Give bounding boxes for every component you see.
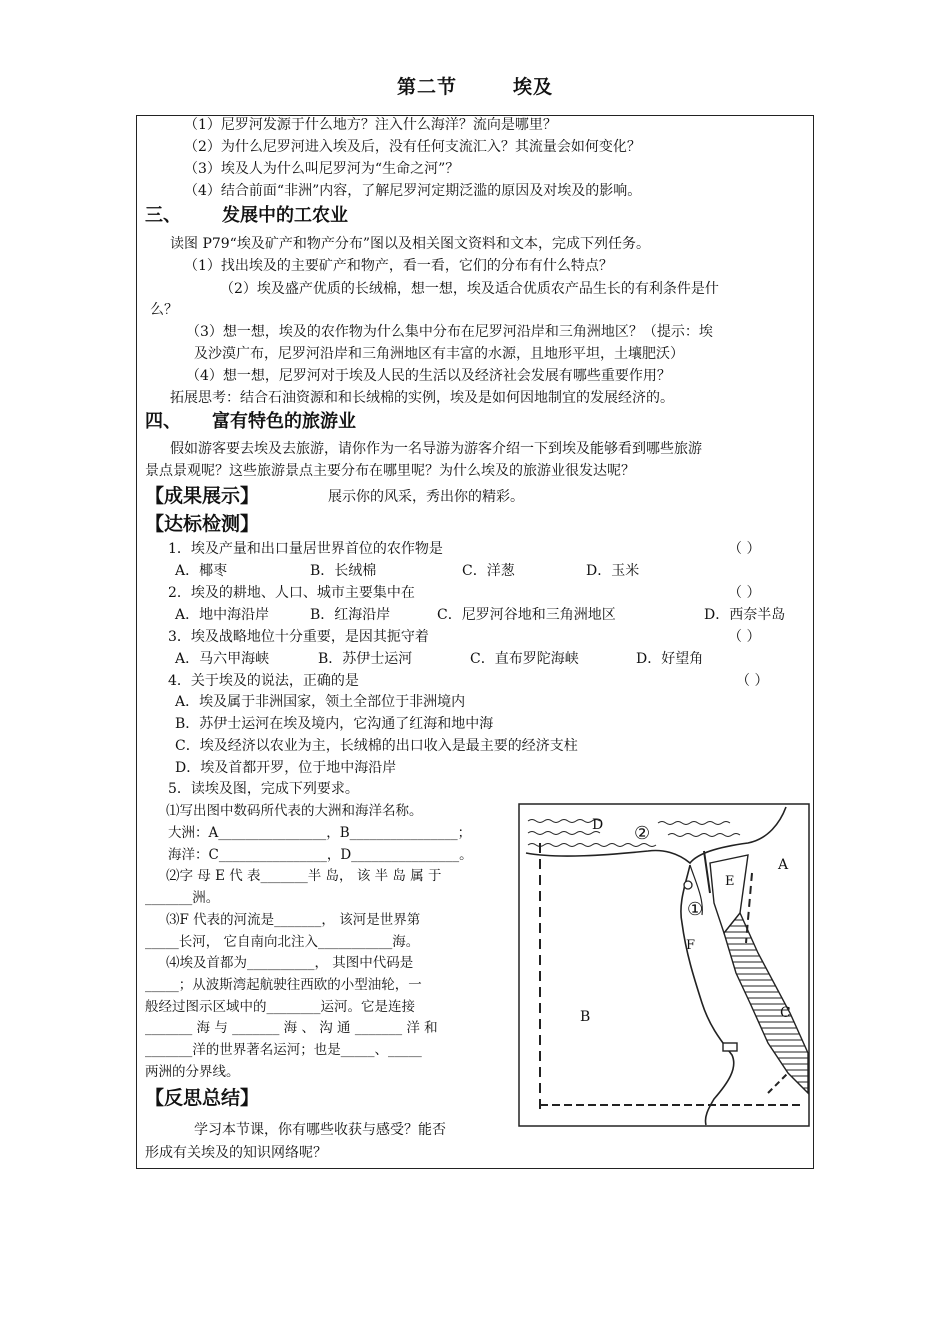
section3-q3-line1: （3）想一想，埃及的农作物为什么集中分布在尼罗河沿岸和三角洲地区？（提示：埃	[186, 324, 713, 340]
test-q2-option-a: A．地中海沿岸	[175, 607, 270, 623]
map-label-d: D	[592, 817, 604, 833]
map-label-e: E	[725, 874, 735, 889]
section3-heading: 发展中的工农业	[222, 205, 348, 226]
test-q3-option-d: D．好望角	[636, 651, 704, 667]
nile-question-4: （4）结合前面“非洲”内容，了解尼罗河定期泛滥的原因及对埃及的影响。	[184, 183, 642, 199]
results-text: 展示你的风采，秀出你的精彩。	[328, 489, 524, 505]
test-q2-option-d: D．西奈半岛	[704, 607, 786, 623]
test-q5-part4-line6: 两洲的分界线。	[145, 1064, 240, 1080]
section3-q1: （1）找出埃及的主要矿产和物产，看一看，它们的分布有什么特点？	[184, 258, 613, 274]
test-q3-option-c: C．直布罗陀海峡	[470, 651, 579, 667]
test-q4-option-a: A．埃及属于非洲国家，领土全部位于非洲境内	[175, 694, 466, 710]
page-title	[0, 72, 950, 99]
test-q5-part3-line2: _____长河， 它自南向北注入___________海。	[145, 934, 420, 950]
section4-number: 四、	[145, 411, 181, 432]
test-q5-part4-line2: _____；从波斯湾起航驶往西欧的小型油轮，一	[145, 977, 422, 993]
test-q4-stem: 4．关于埃及的说法，正确的是	[168, 673, 359, 689]
aswan-dam	[723, 1043, 737, 1051]
map-label-a: A	[778, 857, 789, 873]
test-q1-option-d: D．玉米	[586, 563, 640, 579]
test-heading: 【达标检测】	[145, 513, 260, 535]
cairo-marker	[684, 881, 692, 889]
map-label-b: B	[580, 1009, 591, 1025]
test-q5-part4-line4: _______ 海 与 _______ 海 、 沟 通 _______ 洋 和	[145, 1020, 438, 1036]
test-q5-part2-line1: ⑵字 母 E 代 表_______半 岛， 该 半 岛 属 于	[166, 868, 442, 884]
section4-text-line1: 假如游客要去埃及去旅游，请你作为一名导游为游客介绍一下到埃及能够看到哪些旅游	[170, 441, 702, 457]
test-q2-answer-blank: （ ）	[728, 585, 761, 601]
reflection-line1: 学习本节课，你有哪些收获与感受？能否	[194, 1122, 446, 1138]
test-q1-option-a: A．椰枣	[175, 563, 228, 579]
reflection-line2: 形成有关埃及的知识网络呢？	[145, 1145, 327, 1161]
test-q5-part4-line1: ⑷埃及首都为__________， 其图中代码是	[166, 955, 414, 971]
lesson-name: 埃及	[513, 76, 554, 98]
test-q5-part3-line1: ⑶F 代表的河流是_______， 该河是世界第	[166, 912, 421, 928]
test-q4-option-c: C．埃及经济以农业为主，长绒棉的出口收入是最主要的经济支柱	[175, 738, 578, 754]
test-q5-continents: 大洲：A________________，B________________；	[168, 825, 472, 841]
section3-extension: 拓展思考：结合石油资源和和长绒棉的实例，埃及是如何因地制宜的发展经济的。	[170, 390, 674, 406]
test-q5-stem: 5．读埃及图，完成下列要求。	[168, 781, 359, 797]
test-q5-part4-line5: _______洋的世界著名运河；也是_____、_____	[145, 1042, 422, 1058]
section3-q2-line1: （2）埃及盛产优质的长绒棉，想一想，埃及适合优质农产品生长的有利条件是什	[220, 281, 719, 297]
test-q2-stem: 2．埃及的耕地、人口、城市主要集中在	[168, 585, 415, 601]
test-q3-option-b: B．苏伊士运河	[318, 651, 413, 667]
test-q4-option-b: B．苏伊士运河在埃及境内，它沟通了红海和地中海	[175, 716, 494, 732]
map-label-f: F	[686, 938, 696, 953]
section4-heading: 富有特色的旅游业	[212, 411, 356, 432]
test-q5-part4-line3: 般经过图示区域中的________运河。它是连接	[145, 999, 415, 1015]
test-q5-part1: ⑴写出图中数码所代表的大洲和海洋名称。	[166, 803, 423, 819]
nile-question-2: （2）为什么尼罗河进入埃及后，没有任何支流汇入？其流量会如何变化？	[184, 139, 641, 155]
section3-q2-line2: 么？	[150, 302, 178, 318]
test-q1-option-c: C．洋葱	[462, 563, 515, 579]
test-q4-option-d: D．埃及首都开罗，位于地中海沿岸	[175, 760, 397, 776]
map-border	[519, 804, 809, 1126]
map-label-2: ②	[634, 823, 651, 844]
test-q5-oceans: 海洋：C________________，D________________。	[168, 847, 473, 863]
section4-text-line2: 景点景观呢？这些旅游景点主要分布在哪里呢？为什么埃及的旅游业很发达呢？	[145, 463, 635, 479]
test-q1-stem: 1．埃及产量和出口量居世界首位的农作物是	[168, 541, 443, 557]
map-label-1: ①	[687, 899, 704, 920]
test-q2-option-c: C．尼罗河谷地和三角洲地区	[437, 607, 616, 623]
nile-question-1: （1）尼罗河发源于什么地方？注入什么海洋？流向是哪里？	[184, 117, 557, 133]
results-heading: 【成果展示】	[145, 485, 260, 507]
test-q1-option-b: B．长绒棉	[310, 563, 377, 579]
test-q1-answer-blank: （ ）	[728, 541, 761, 557]
test-q3-answer-blank: （ ）	[728, 629, 761, 645]
egypt-map	[518, 803, 810, 1127]
test-q2-option-b: B．红海沿岸	[310, 607, 391, 623]
section3-q4: （4）想一想，尼罗河对于埃及人民的生活以及经济社会发展有哪些重要作用？	[186, 368, 671, 384]
section3-q3-line2: 及沙漠广布，尼罗河沿岸和三角洲地区有丰富的水源，且地形平坦，土壤肥沃）	[194, 346, 684, 362]
map-label-c: C	[780, 1005, 791, 1021]
reflection-heading: 【反思总结】	[145, 1087, 260, 1109]
nile-question-3: （3）埃及人为什么叫尼罗河为“生命之河”？	[184, 161, 460, 177]
test-q3-stem: 3．埃及战略地位十分重要，是因其扼守着	[168, 629, 429, 645]
section3-intro: 读图 P79“埃及矿产和物产分布”图以及相关图文资料和文本，完成下列任务。	[170, 236, 650, 252]
test-q3-option-a: A．马六甲海峡	[175, 651, 270, 667]
test-q5-part2-line2: _______洲。	[145, 890, 220, 906]
test-q4-answer-blank: （ ）	[736, 673, 769, 689]
section-number: 第二节	[396, 76, 457, 98]
section3-number: 三、	[145, 205, 181, 226]
